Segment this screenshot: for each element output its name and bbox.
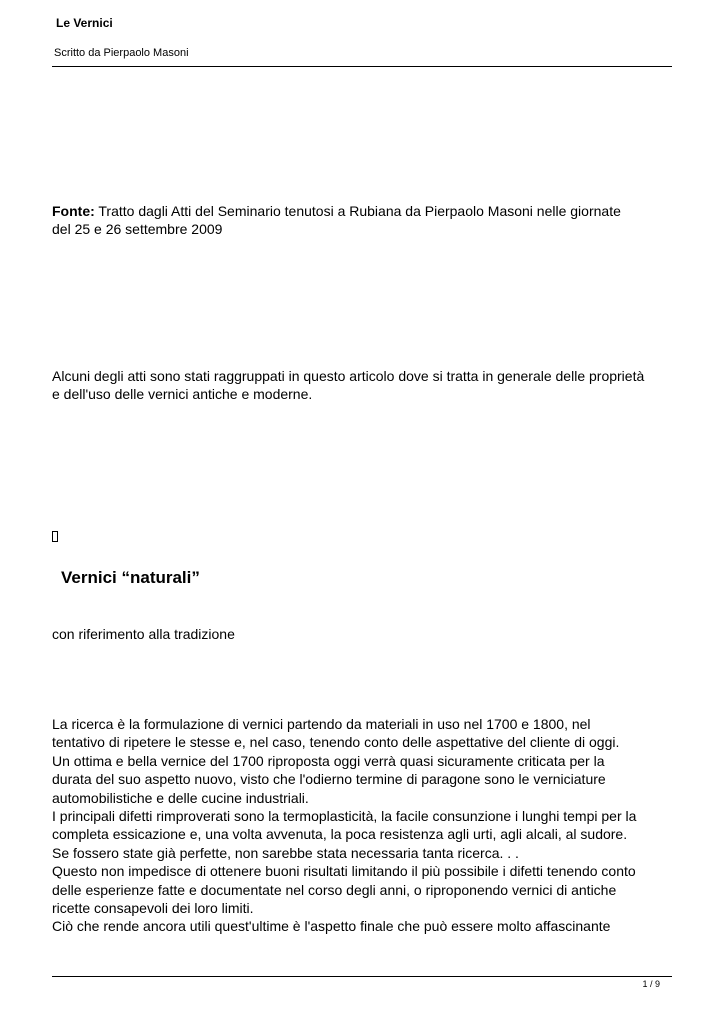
source-paragraph bbox=[52, 202, 676, 239]
body-line: Un ottima e bella vernice del 1700 riproposta oggi verrà quasi sicuramente criticata per la bbox=[52, 752, 605, 769]
source-label: Fonte: bbox=[52, 203, 95, 219]
body-line: completa essicazione e, una volta avvenuta, la poca resistenza agli urti, agli alcali, al sudore. bbox=[52, 826, 628, 843]
source-line-1 bbox=[52, 202, 676, 220]
body-line: Ciò che rende ancora utili quest'ultime è l'aspetto finale che può essere molto affascinante bbox=[52, 918, 611, 935]
header-divider bbox=[52, 66, 672, 67]
body-line: durata del suo aspetto nuovo, visto che l'odierno termine di paragone sono le verniciature bbox=[52, 771, 606, 788]
document-title: Le Vernici bbox=[56, 16, 113, 30]
body-line: I principali difetti rimproverati sono la termoplasticità, la facile consunzione i lunghi tempi per la bbox=[52, 808, 637, 825]
document-author: Scritto da Pierpaolo Masoni bbox=[54, 47, 189, 59]
body-line: delle esperienze fatte e documentate nel corso degli anni, o riproponendo vernici di antiche bbox=[52, 881, 617, 898]
missing-image-icon bbox=[52, 531, 58, 542]
body-line: tentativo di ripetere le stesse e, nel caso, tenendo conto delle aspettative del cliente di oggi. bbox=[52, 734, 620, 751]
body-line: ricette consapevoli dei loro limiti. bbox=[52, 900, 254, 917]
section-heading: Vernici “naturali” bbox=[61, 568, 200, 587]
intro-line: e dell'uso delle vernici antiche e moderne. bbox=[52, 386, 313, 403]
footer-divider bbox=[52, 976, 672, 977]
source-text-1: Tratto dagli Atti del Seminario tenutosi a Rubiana da Pierpaolo Masoni nelle giornate bbox=[94, 203, 621, 219]
body-line: automobilistiche e delle cucine industriali. bbox=[52, 789, 309, 806]
body-line: La ricerca è la formulazione di vernici partendo da materiali in uso nel 1700 e 1800, nel bbox=[52, 716, 591, 732]
intro-line: Alcuni degli atti sono stati raggruppati in questo articolo dove si tratta in generale delle proprietà bbox=[52, 368, 645, 384]
body-paragraph bbox=[52, 715, 676, 936]
source-line-2: del 25 e 26 settembre 2009 bbox=[52, 221, 223, 238]
section-subheading: con riferimento alla tradizione bbox=[52, 626, 235, 642]
body-line: Se fossero state già perfette, non sarebbe stata necessaria tanta ricerca. . . bbox=[52, 844, 519, 861]
intro-paragraph bbox=[52, 367, 676, 404]
page-number: 1 / 9 bbox=[642, 979, 660, 989]
body-line: Questo non impedisce di ottenere buoni risultati limitando il più possibile i difetti tenendo conto bbox=[52, 863, 636, 880]
